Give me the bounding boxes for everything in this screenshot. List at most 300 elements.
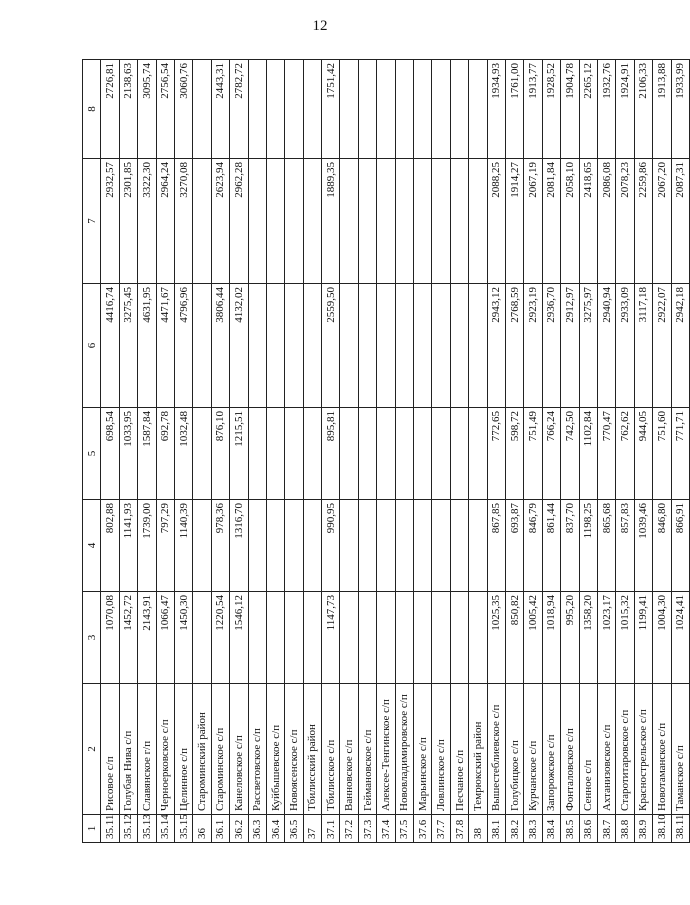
settlement-name: Алексее-Тенгинское с/п (377, 684, 395, 815)
value-cell (285, 592, 303, 684)
column-header: 4 (83, 500, 101, 592)
value-cell: 772,65 (487, 408, 505, 500)
value-cell: 771,71 (671, 408, 689, 500)
value-cell (358, 592, 376, 684)
value-cell: 2078,23 (616, 159, 634, 284)
settlement-name: Тбилисское с/п (322, 684, 340, 815)
table-row (174, 60, 192, 843)
table-row (505, 60, 523, 843)
value-cell: 1739,00 (138, 500, 156, 592)
value-cell (266, 592, 284, 684)
value-cell (285, 60, 303, 159)
table-row (303, 60, 321, 843)
value-cell: 3060,76 (174, 60, 192, 159)
value-cell: 802,88 (101, 500, 119, 592)
value-cell: 2067,19 (524, 159, 542, 284)
row-code: 35.15 (174, 815, 192, 843)
value-cell: 1147,73 (322, 592, 340, 684)
value-cell (340, 284, 358, 408)
row-code: 37.2 (340, 815, 358, 843)
settlement-name: Краснострельское с/п (634, 684, 652, 815)
value-cell: 2086,08 (597, 159, 615, 284)
value-cell (432, 408, 450, 500)
value-cell: 3270,08 (174, 159, 192, 284)
value-cell: 4416,74 (101, 284, 119, 408)
value-cell (395, 592, 413, 684)
settlement-name: Нововладимировское с/п (395, 684, 413, 815)
value-cell: 1015,32 (616, 592, 634, 684)
table-row (616, 60, 634, 843)
value-cell (340, 60, 358, 159)
table-row (450, 60, 468, 843)
table-row (248, 60, 266, 843)
value-cell: 865,68 (597, 500, 615, 592)
value-cell: 1005,42 (524, 592, 542, 684)
settlement-name: Голубая Нива с/п (119, 684, 137, 815)
value-cell: 2943,12 (487, 284, 505, 408)
value-cell: 2259,86 (634, 159, 652, 284)
value-cell (303, 500, 321, 592)
table-row (524, 60, 542, 843)
value-cell: 1198,25 (579, 500, 597, 592)
value-cell: 1913,88 (653, 60, 671, 159)
value-cell: 3095,74 (138, 60, 156, 159)
value-cell: 742,50 (561, 408, 579, 500)
value-cell: 866,91 (671, 500, 689, 592)
table-row (211, 60, 229, 843)
table-row (469, 60, 487, 843)
row-code: 38.11 (671, 815, 689, 843)
value-cell: 4631,95 (138, 284, 156, 408)
value-cell: 2932,57 (101, 159, 119, 284)
value-cell: 2623,94 (211, 159, 229, 284)
table-row (193, 60, 211, 843)
value-cell: 751,60 (653, 408, 671, 500)
value-cell (450, 500, 468, 592)
value-cell: 876,10 (211, 408, 229, 500)
tariff-table (82, 59, 690, 843)
row-code: 36 (193, 815, 211, 843)
row-code: 36.2 (230, 815, 248, 843)
settlement-name: Ванновское с/п (340, 684, 358, 815)
settlement-name: Запорожское с/п (542, 684, 560, 815)
value-cell (340, 592, 358, 684)
value-cell: 846,79 (524, 500, 542, 592)
value-cell: 2418,65 (579, 159, 597, 284)
value-cell (432, 60, 450, 159)
settlement-name: Старотитаровское с/п (616, 684, 634, 815)
value-cell: 1023,17 (597, 592, 615, 684)
row-code: 38.1 (487, 815, 505, 843)
value-cell (248, 500, 266, 592)
table-row (358, 60, 376, 843)
value-cell: 2265,12 (579, 60, 597, 159)
row-code: 36.4 (266, 815, 284, 843)
value-cell: 1018,94 (542, 592, 560, 684)
value-cell (266, 159, 284, 284)
value-cell: 1039,46 (634, 500, 652, 592)
value-cell (193, 500, 211, 592)
table-row (432, 60, 450, 843)
value-cell: 857,83 (616, 500, 634, 592)
value-cell: 1751,42 (322, 60, 340, 159)
value-cell: 2143,91 (138, 592, 156, 684)
value-cell: 995,20 (561, 592, 579, 684)
settlement-name: Марьинское с/п (414, 684, 432, 815)
value-cell: 1024,41 (671, 592, 689, 684)
value-cell: 766,24 (542, 408, 560, 500)
value-cell: 846,80 (653, 500, 671, 592)
row-code: 38.4 (542, 815, 560, 843)
value-cell (303, 592, 321, 684)
row-code: 37.6 (414, 815, 432, 843)
settlement-name: Сенное с/п (579, 684, 597, 815)
table-row (414, 60, 432, 843)
value-cell: 797,29 (156, 500, 174, 592)
value-cell: 4796,96 (174, 284, 192, 408)
value-cell: 3117,18 (634, 284, 652, 408)
column-header: 1 (83, 815, 101, 843)
value-cell (340, 159, 358, 284)
value-cell: 2081,84 (542, 159, 560, 284)
settlement-name: Староминский район (193, 684, 211, 815)
value-cell: 1450,30 (174, 592, 192, 684)
value-cell (414, 500, 432, 592)
table-row (119, 60, 137, 843)
value-cell (248, 60, 266, 159)
table-row (138, 60, 156, 843)
value-cell: 762,62 (616, 408, 634, 500)
value-cell (266, 60, 284, 159)
settlement-name: Рисовое с/п (101, 684, 119, 815)
value-cell: 2301,85 (119, 159, 137, 284)
table-row (285, 60, 303, 843)
value-cell: 2933,09 (616, 284, 634, 408)
value-cell: 2443,31 (211, 60, 229, 159)
value-cell (469, 408, 487, 500)
value-cell: 3806,44 (211, 284, 229, 408)
value-cell: 1934,93 (487, 60, 505, 159)
settlement-name: Ахтанизовское с/п (597, 684, 615, 815)
table-row (634, 60, 652, 843)
value-cell: 1025,35 (487, 592, 505, 684)
value-cell: 3275,97 (579, 284, 597, 408)
value-cell (285, 408, 303, 500)
value-cell: 4471,67 (156, 284, 174, 408)
table-row (340, 60, 358, 843)
value-cell: 1199,41 (634, 592, 652, 684)
value-cell (303, 159, 321, 284)
settlement-name: Таманское с/п (671, 684, 689, 815)
value-cell: 2058,10 (561, 159, 579, 284)
table-row (322, 60, 340, 843)
page-number: 12 (312, 18, 328, 34)
row-code: 36.5 (285, 815, 303, 843)
value-cell: 867,85 (487, 500, 505, 592)
value-cell (450, 408, 468, 500)
value-cell: 1452,72 (119, 592, 137, 684)
value-cell: 1933,99 (671, 60, 689, 159)
column-header: 8 (83, 60, 101, 159)
row-code: 38.6 (579, 815, 597, 843)
row-code: 38.5 (561, 815, 579, 843)
value-cell (266, 284, 284, 408)
value-cell (193, 159, 211, 284)
settlement-name: Новотаманское с/п (653, 684, 671, 815)
value-cell (450, 159, 468, 284)
column-header: 3 (83, 592, 101, 684)
settlement-name: Голубицкое с/п (505, 684, 523, 815)
value-cell: 978,36 (211, 500, 229, 592)
value-cell (450, 592, 468, 684)
value-cell: 598,72 (505, 408, 523, 500)
row-code: 38 (469, 815, 487, 843)
value-cell: 3322,30 (138, 159, 156, 284)
value-cell: 1220,54 (211, 592, 229, 684)
value-cell: 3275,45 (119, 284, 137, 408)
settlement-name: Фонталовское с/п (561, 684, 579, 815)
settlement-name: Канеловское с/п (230, 684, 248, 815)
value-cell: 1913,77 (524, 60, 542, 159)
value-cell: 2106,33 (634, 60, 652, 159)
value-cell (414, 159, 432, 284)
settlement-name: Рассветовское с/п (248, 684, 266, 815)
row-code: 35.13 (138, 815, 156, 843)
settlement-name: Песчаное с/п (450, 684, 468, 815)
value-cell: 2942,18 (671, 284, 689, 408)
value-cell (395, 60, 413, 159)
table-row (230, 60, 248, 843)
value-cell (248, 408, 266, 500)
settlement-name: Вышестеблиевское с/п (487, 684, 505, 815)
settlement-name: Тбилисский район (303, 684, 321, 815)
value-cell: 837,70 (561, 500, 579, 592)
table-header-row (83, 60, 101, 843)
value-cell: 2088,25 (487, 159, 505, 284)
value-cell (377, 159, 395, 284)
value-cell (395, 284, 413, 408)
value-cell (340, 500, 358, 592)
value-cell (469, 60, 487, 159)
table-row (156, 60, 174, 843)
table-row (542, 60, 560, 843)
value-cell: 1004,30 (653, 592, 671, 684)
value-cell (340, 408, 358, 500)
settlement-name: Новоясенское с/п (285, 684, 303, 815)
value-cell (414, 284, 432, 408)
settlement-name: Куйбышевское с/п (266, 684, 284, 815)
settlement-name: Темрюкский район (469, 684, 487, 815)
value-cell: 692,78 (156, 408, 174, 500)
row-code: 37.3 (358, 815, 376, 843)
settlement-name: Курчанское с/п (524, 684, 542, 815)
value-cell: 1914,27 (505, 159, 523, 284)
table-row (101, 60, 119, 843)
value-cell (285, 284, 303, 408)
value-cell: 1904,78 (561, 60, 579, 159)
value-cell (469, 159, 487, 284)
value-cell: 2922,07 (653, 284, 671, 408)
table-row (597, 60, 615, 843)
column-header: 2 (83, 684, 101, 815)
row-code: 37.4 (377, 815, 395, 843)
value-cell: 1066,47 (156, 592, 174, 684)
row-code: 35.11 (101, 815, 119, 843)
value-cell (248, 284, 266, 408)
value-cell (358, 60, 376, 159)
value-cell (450, 60, 468, 159)
row-code: 36.1 (211, 815, 229, 843)
value-cell (395, 408, 413, 500)
row-code: 37.1 (322, 815, 340, 843)
value-cell (432, 500, 450, 592)
value-cell (358, 408, 376, 500)
value-cell (193, 592, 211, 684)
value-cell (377, 500, 395, 592)
value-cell (469, 284, 487, 408)
value-cell (432, 284, 450, 408)
value-cell (285, 159, 303, 284)
value-cell (358, 159, 376, 284)
column-header: 5 (83, 408, 101, 500)
value-cell: 1761,00 (505, 60, 523, 159)
value-cell: 2782,72 (230, 60, 248, 159)
value-cell (303, 284, 321, 408)
value-cell: 751,49 (524, 408, 542, 500)
value-cell (266, 500, 284, 592)
value-cell: 2936,70 (542, 284, 560, 408)
value-cell: 770,47 (597, 408, 615, 500)
value-cell: 990,95 (322, 500, 340, 592)
value-cell: 1546,12 (230, 592, 248, 684)
value-cell (248, 592, 266, 684)
table-row (377, 60, 395, 843)
table-row (671, 60, 689, 843)
value-cell (414, 60, 432, 159)
settlement-name: Староминское с/п (211, 684, 229, 815)
value-cell: 1316,70 (230, 500, 248, 592)
column-header: 6 (83, 284, 101, 408)
value-cell (377, 592, 395, 684)
row-code: 38.9 (634, 815, 652, 843)
row-code: 38.2 (505, 815, 523, 843)
value-cell (469, 592, 487, 684)
value-cell (193, 60, 211, 159)
column-header: 7 (83, 159, 101, 284)
value-cell (395, 500, 413, 592)
table-row (395, 60, 413, 843)
value-cell: 1587,84 (138, 408, 156, 500)
row-code: 38.10 (653, 815, 671, 843)
value-cell: 2726,81 (101, 60, 119, 159)
value-cell (193, 408, 211, 500)
table-row (653, 60, 671, 843)
value-cell: 944,05 (634, 408, 652, 500)
row-code: 35.12 (119, 815, 137, 843)
row-code: 36.3 (248, 815, 266, 843)
value-cell (395, 159, 413, 284)
value-cell: 1141,93 (119, 500, 137, 592)
value-cell: 2940,94 (597, 284, 615, 408)
value-cell (432, 592, 450, 684)
settlement-name: Целинное с/п (174, 684, 192, 815)
value-cell: 1140,39 (174, 500, 192, 592)
value-cell (450, 284, 468, 408)
value-cell: 2087,31 (671, 159, 689, 284)
value-cell: 2067,20 (653, 159, 671, 284)
value-cell: 693,87 (505, 500, 523, 592)
row-code: 37.8 (450, 815, 468, 843)
row-code: 38.8 (616, 815, 634, 843)
row-code: 37.7 (432, 815, 450, 843)
value-cell: 1932,76 (597, 60, 615, 159)
table-row (579, 60, 597, 843)
value-cell: 2912,97 (561, 284, 579, 408)
value-cell: 2138,63 (119, 60, 137, 159)
value-cell (432, 159, 450, 284)
value-cell: 1215,51 (230, 408, 248, 500)
value-cell (248, 159, 266, 284)
row-code: 37.5 (395, 815, 413, 843)
settlement-name: Ловлинское с/п (432, 684, 450, 815)
value-cell: 850,82 (505, 592, 523, 684)
value-cell: 2962,28 (230, 159, 248, 284)
value-cell: 2923,19 (524, 284, 542, 408)
value-cell: 2559,50 (322, 284, 340, 408)
value-cell: 2756,54 (156, 60, 174, 159)
value-cell: 1924,91 (616, 60, 634, 159)
value-cell: 895,81 (322, 408, 340, 500)
table-row (561, 60, 579, 843)
value-cell: 1358,20 (579, 592, 597, 684)
value-cell (414, 592, 432, 684)
row-code: 38.7 (597, 815, 615, 843)
row-code: 38.3 (524, 815, 542, 843)
value-cell: 1102,84 (579, 408, 597, 500)
value-cell: 2768,59 (505, 284, 523, 408)
value-cell (377, 408, 395, 500)
settlement-name: Геймановское с/п (358, 684, 376, 815)
settlement-name: Славянское г/п (138, 684, 156, 815)
value-cell (358, 500, 376, 592)
row-code: 37 (303, 815, 321, 843)
value-cell: 1032,48 (174, 408, 192, 500)
value-cell (358, 284, 376, 408)
value-cell (414, 408, 432, 500)
row-code: 35.14 (156, 815, 174, 843)
value-cell (285, 500, 303, 592)
value-cell: 2964,24 (156, 159, 174, 284)
value-cell (303, 60, 321, 159)
table-row (266, 60, 284, 843)
value-cell (377, 60, 395, 159)
value-cell: 1928,52 (542, 60, 560, 159)
value-cell (193, 284, 211, 408)
settlement-name: Черноерковское с/п (156, 684, 174, 815)
value-cell: 1033,95 (119, 408, 137, 500)
value-cell (377, 284, 395, 408)
value-cell: 861,44 (542, 500, 560, 592)
value-cell (266, 408, 284, 500)
value-cell: 1889,35 (322, 159, 340, 284)
rotated-table-container (82, 60, 687, 843)
value-cell: 4132,02 (230, 284, 248, 408)
value-cell: 698,54 (101, 408, 119, 500)
value-cell: 1070,08 (101, 592, 119, 684)
value-cell (469, 500, 487, 592)
value-cell (303, 408, 321, 500)
table-row (487, 60, 505, 843)
